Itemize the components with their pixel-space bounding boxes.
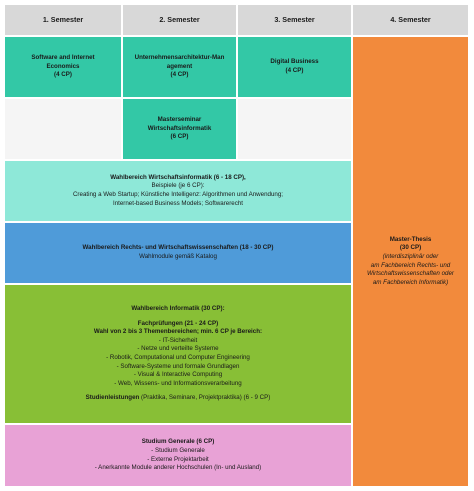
empty-cell-sem3 [237,98,352,160]
area-item: - Software-Systeme und formale Grundlagen [116,362,240,370]
module-software-internet-economics: Software and Internet Economics (4 CP) [4,36,122,98]
area-item: - Visual & Interactive Computing [133,371,223,379]
wahlbereich-wirtschaftsinformatik: Wahlbereich Wirtschaftsinformatik (6 - 18 CP), Beispiele (je 6 CP): Creating a Web Startup; Künstliche Intelligenz: Algorithmen und Anwendung; Internet-based Business Models; Softwarerecht [4,160,352,222]
module-masterseminar: Masterseminar Wirtschaftsinformatik (6 CP) [122,98,237,160]
master-thesis: Master-Thesis (30 CP) (interdisziplinär oder am Fachbereich Rechts- und Wirtschaftswissenschaften oder am Fachbereich Informatik) [352,36,469,487]
header-semester-3: 3. Semester [237,4,352,36]
area-item: - IT-Sicherheit [158,336,198,344]
area-item: - Web, Wissens- und Informationsverarbeitung [114,379,242,387]
header-semester-1: 1. Semester [4,4,122,36]
header-semester-4: 4. Semester [352,4,469,36]
studienleistungen: Studienleistungen (Praktika, Seminare, Projektpraktika) (6 - 9 CP) [85,394,271,402]
wahlbereich-informatik: Wahlbereich Informatik (30 CP): Fachprüfungen (21 - 24 CP) Wahl von 2 bis 3 Themenbereichen; min. 6 CP je Bereich: - IT-Sicherheit - Netze und verteilte Systeme - Robotik, Computational und Computer Engineering - Software-Systeme und formale Grundlagen - Visual & Interactive Computing - Web, Wissens- und Informationsverarbeitung Studienleistungen (Praktika, Seminare, Projektpraktika) (6 - 9 CP) [4,284,352,424]
empty-cell-sem1 [4,98,122,160]
area-item: - Robotik, Computational und Computer Engineering [106,354,250,361]
wahlbereich-rechts-wirtschaftswissenschaften: Wahlbereich Rechts- und Wirtschaftswissenschaften (18 - 30 CP) Wahlmodule gemäß Katalog [4,222,352,284]
header-semester-2: 2. Semester [122,4,237,36]
area-item: - Netze und verteilte Systeme [137,345,219,353]
module-unternehmensarchitektur: Unternehmensarchitektur-Management (4 CP) [122,36,237,98]
module-digital-business: Digital Business (4 CP) [237,36,352,98]
studium-generale: Studium Generale (6 CP) - Studium Generale - Externe Projektarbeit - Anerkannte Module anderer Hochschulen (In- und Ausland) [4,424,352,487]
